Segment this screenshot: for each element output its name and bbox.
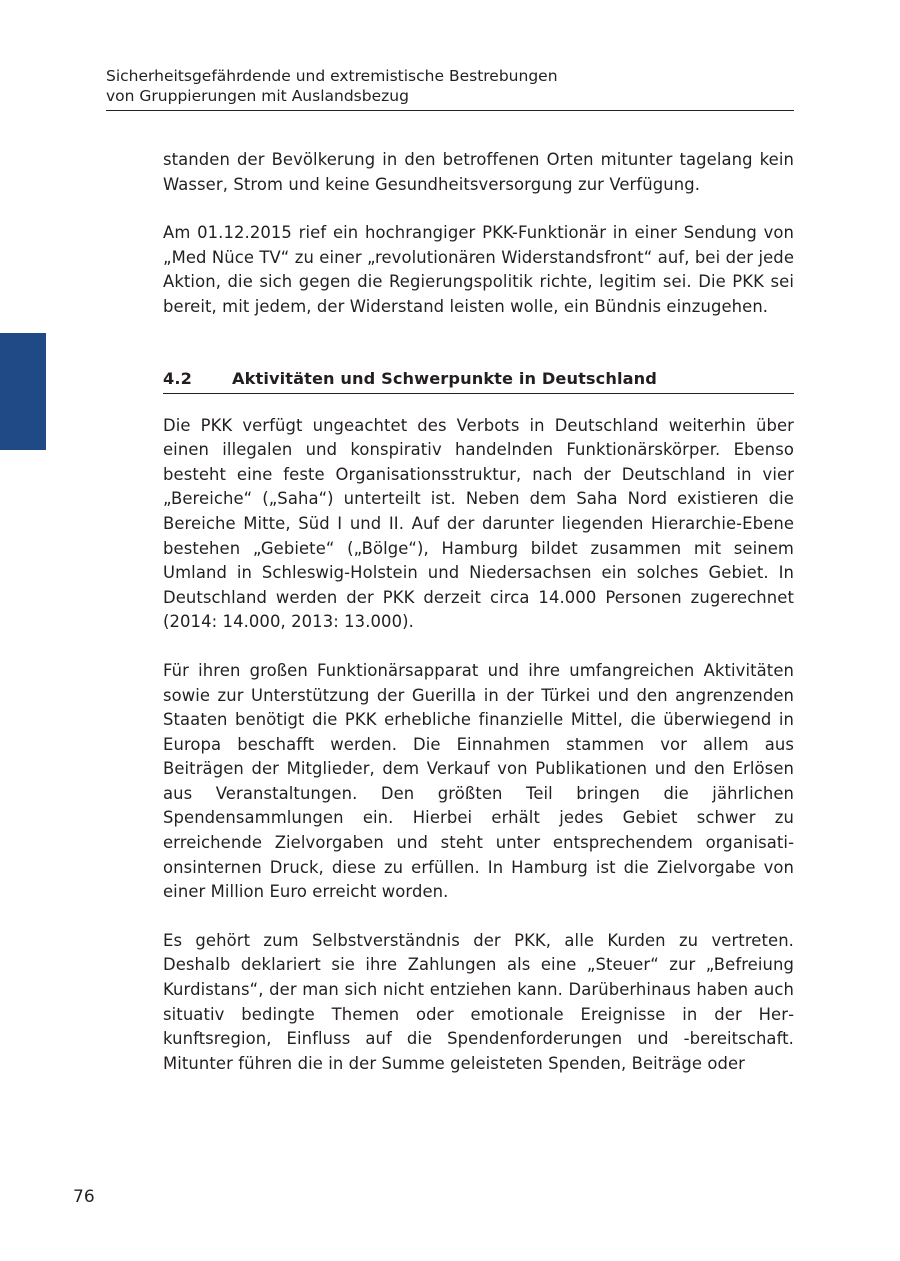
paragraph: standen der Bevölkerung in den betroffenen Orten mitunter tagelang kein Wasser, Strom und keine Gesundheitsversorgung zur Verfügung. <box>163 150 794 194</box>
chapter-side-tab <box>0 333 46 450</box>
running-header <box>106 66 794 106</box>
header-rule <box>106 110 794 111</box>
paragraph: Es gehört zum Selbstverständnis der PKK, alle Kurden zu vertreten. Deshalb deklariert sie ihre Zahlungen als eine „Steuer“ zur „Befreiung Kurdistans“, der man sich nicht entziehen kann. Darüberhinaus haben auch situativ bedingte Themen oder emotionale Ereignisse in der Herkunftsregion, Einfluss auf die Spendenforderungen und -bereitschaft. Mitunter führen die in der Summe geleisteten Spenden, Beiträge oder <box>163 930 794 1073</box>
body-text <box>163 148 794 1076</box>
paragraph: Für ihren großen Funktionärsapparat und ihre umfangreichen Aktivitäten sowie zur Unterstützung der Guerilla in der Türkei und den angrenzenden Staaten benötigt die PKK erhebliche finanzielle Mittel, die überwiegend in Europa beschafft werden. Die Einnahmen stammen vor allem aus Beiträgen der Mitglieder, dem Verkauf von Publikationen und den Erlösen aus Veranstaltungen. Den größten Teil bringen die jährlichen Spendensammlungen ein. Hierbei erhält jedes Gebiet schwer zu erreichende Zielvorgaben und steht unter entsprechendem organisationsinternen Druck, diese zu erfüllen. In Hamburg ist die Zielvorgabe von einer Million Euro erreicht worden. <box>163 660 794 902</box>
running-header-line-1: Sicherheitsgefährdende und extremistische Bestrebungen <box>106 67 558 85</box>
running-header-line-2: von Gruppierungen mit Auslandsbezug <box>106 87 409 105</box>
page-number: 76 <box>73 1187 95 1207</box>
paragraph: Die PKK verfügt ungeachtet des Verbots in Deutschland weiterhin über einen illegalen und konspirativ handelnden Funktionärskörper. Ebenso besteht eine feste Organisationsstruktur, nach der Deutschland in vier „Bereiche“ („Saha“) unterteilt ist. Neben dem Saha Nord existieren die Bereiche Mitte, Süd I und II. Auf der darunter liegenden Hierarchie-Ebene bestehen „Gebiete“ („Bölge“), Hamburg bildet zusammen mit seinem Umland in Schleswig-Holstein und Niedersachsen ein solches Gebiet. In Deutschland werden der PKK derzeit circa 14.000 Personen zugerechnet (2014: 14.000, 2013: 13.000). <box>163 415 794 632</box>
section-number: 4.2 <box>163 368 192 388</box>
section-heading <box>163 368 794 394</box>
paragraph: Am 01.12.2015 rief ein hochrangiger PKK-Funktionär in einer Sendung von „Med Nüce TV“ zu einer „revolutionären Widerstandsfront“ auf, bei der jede Aktion, die sich gegen die Regierungspolitik richte, legitim sei. Die PKK sei bereit, mit jedem, der Widerstand leisten wolle, ein Bündnis einzugehen. <box>163 223 794 316</box>
section-title: Aktivitäten und Schwerpunkte in Deutschland <box>232 368 657 388</box>
